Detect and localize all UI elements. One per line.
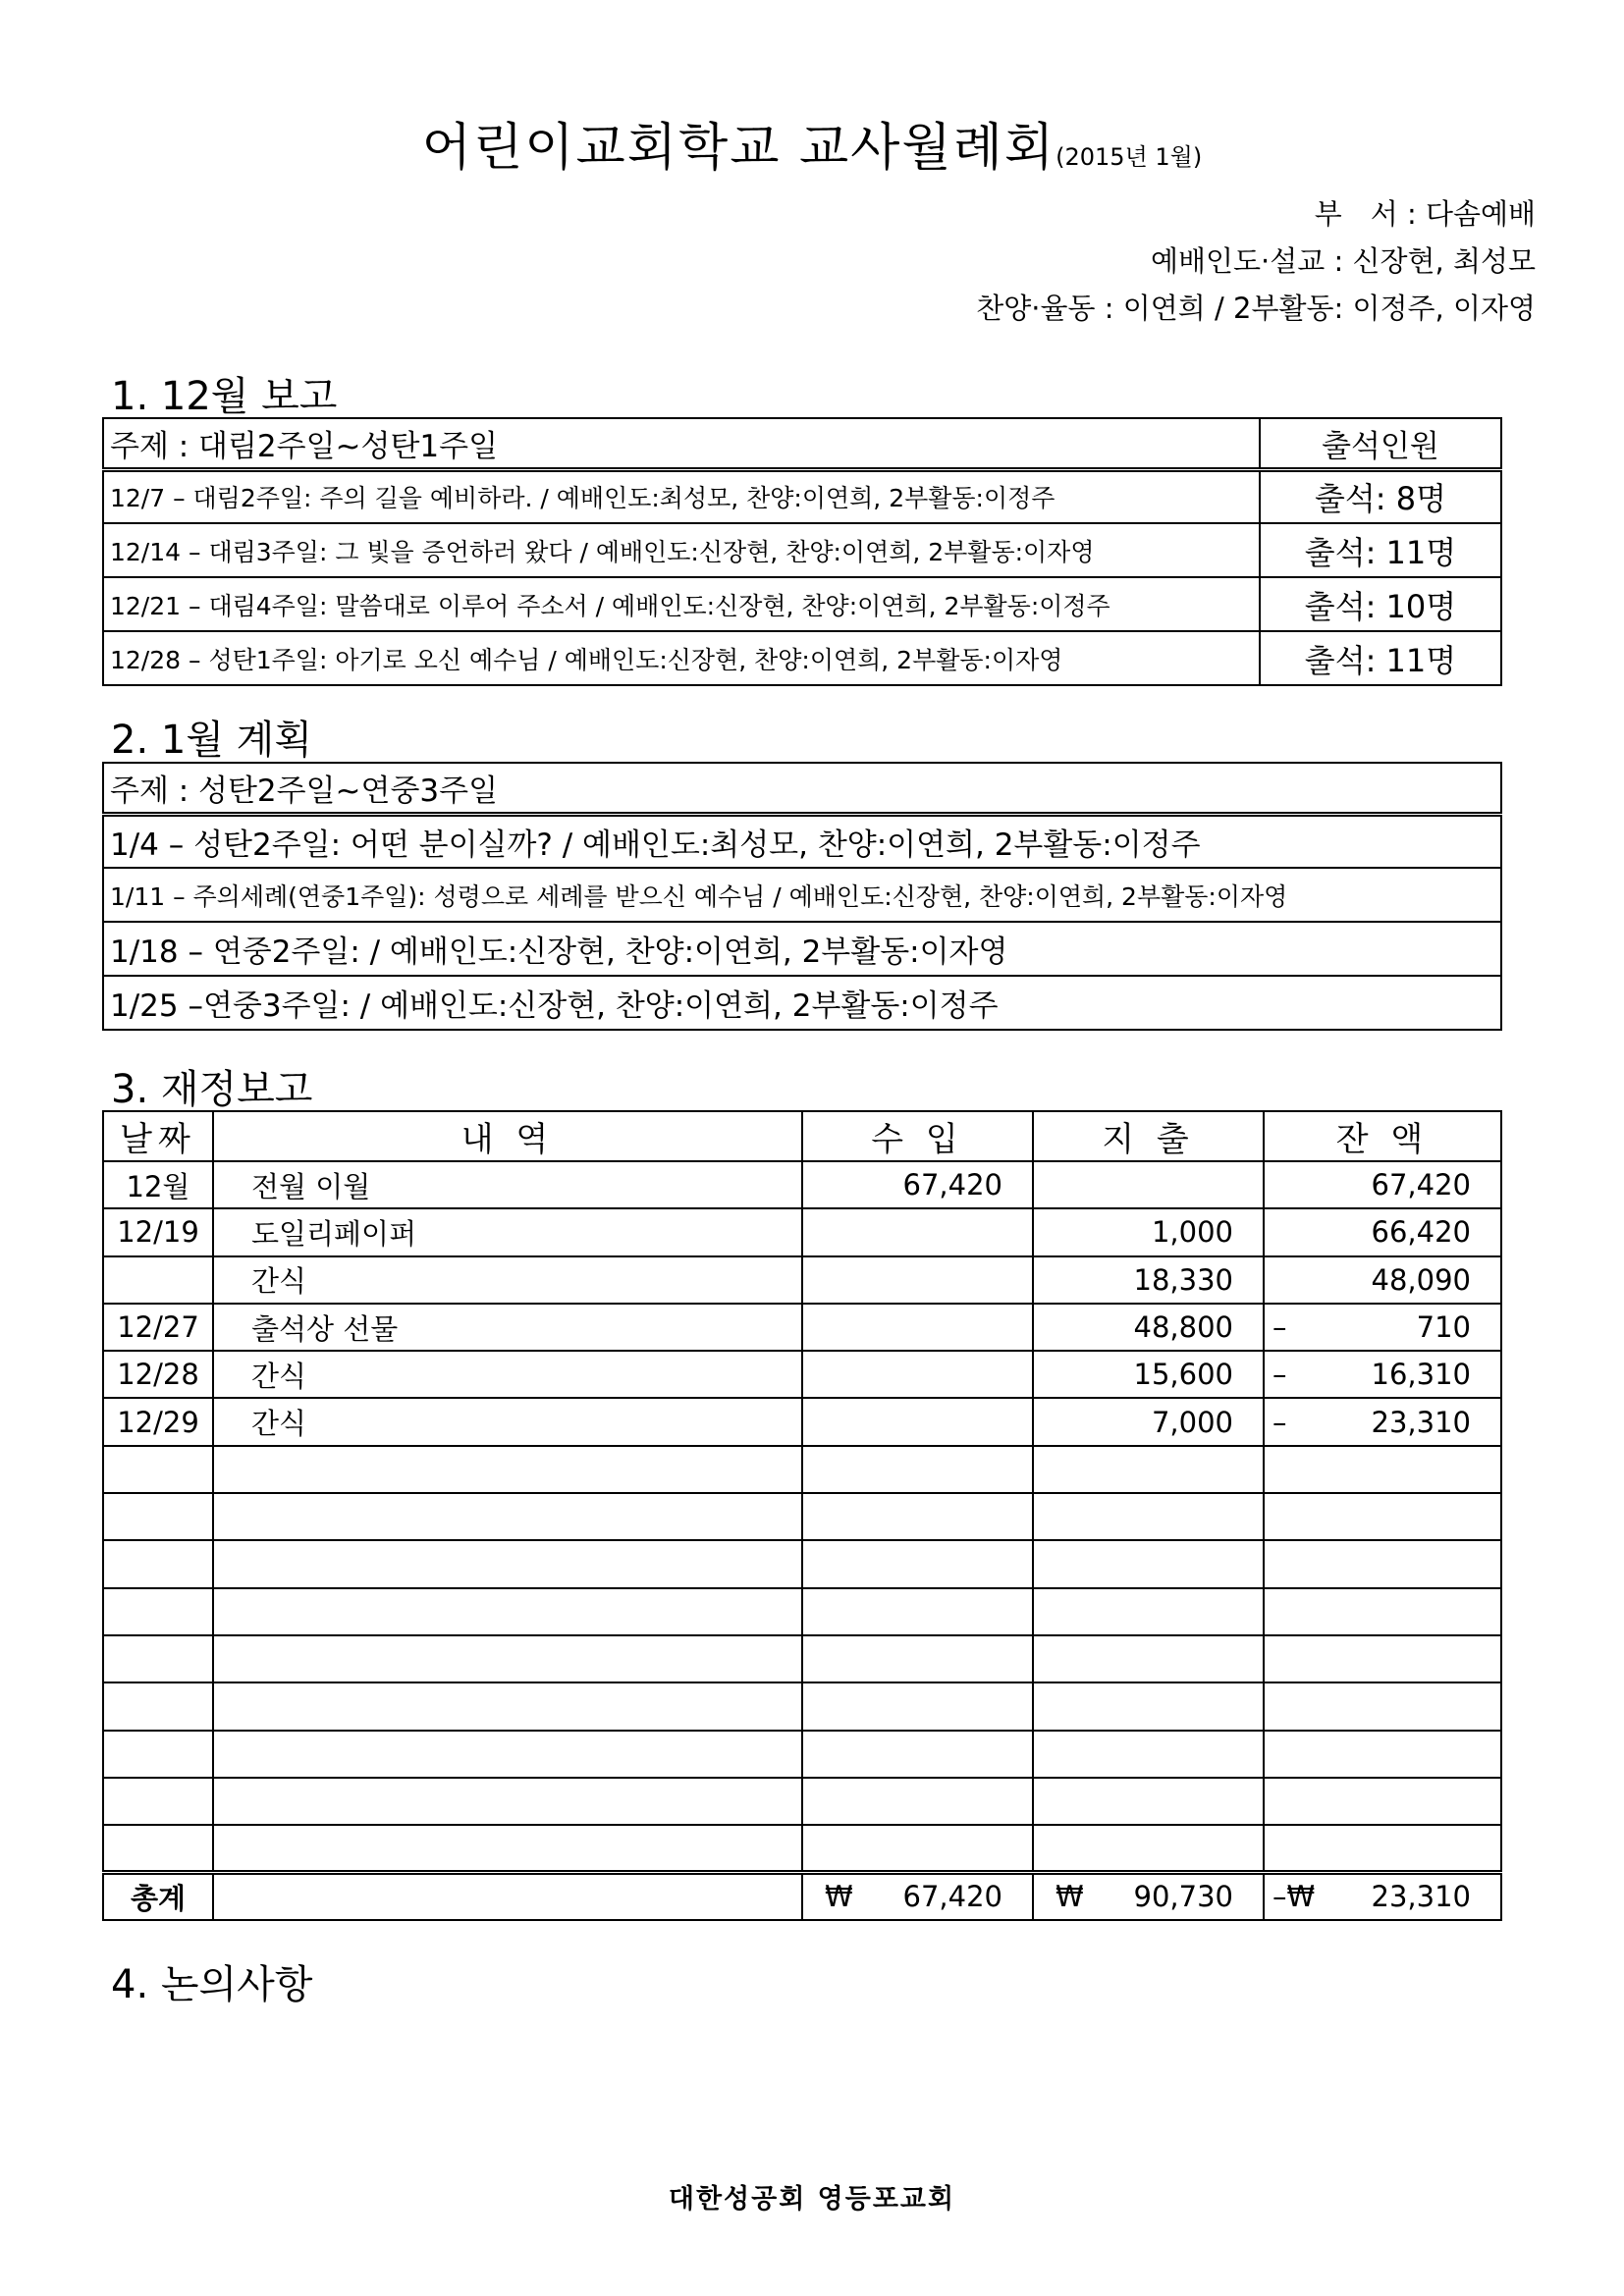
finance-date-cell xyxy=(103,1446,213,1493)
finance-expense-cell: 15,600 xyxy=(1033,1351,1264,1398)
finance-income-cell xyxy=(802,1398,1033,1445)
finance-desc-cell xyxy=(213,1588,802,1635)
finance-desc-cell xyxy=(213,1682,802,1730)
col-header-expense: 지 출 xyxy=(1033,1111,1264,1161)
december-report-table xyxy=(102,417,1502,686)
finance-expense-cell xyxy=(1033,1825,1264,1872)
document-title-row xyxy=(0,106,1624,180)
negative-sign: – xyxy=(1272,1405,1287,1439)
total-balance-value: 23,310 xyxy=(1371,1880,1471,1914)
finance-expense-cell xyxy=(1033,1493,1264,1540)
finance-row xyxy=(103,1161,1501,1208)
finance-balance-cell xyxy=(1264,1635,1501,1682)
report-row-text: 12/14 – 대림3주일: 그 빛을 증언하러 왔다 / 예배인도:신장현, 찬양:이연희, 2부활동:이자영 xyxy=(103,523,1260,577)
plan-row xyxy=(103,868,1501,922)
finance-total-row xyxy=(103,1872,1501,1919)
finance-income-cell xyxy=(802,1635,1033,1682)
plan-row-text: 1/18 – 연중2주일: / 예배인도:신장현, 찬양:이연희, 2부활동:이자영 xyxy=(103,922,1501,976)
finance-income-cell xyxy=(802,1825,1033,1872)
finance-desc-cell xyxy=(213,1493,802,1540)
finance-balance-cell xyxy=(1264,1208,1501,1255)
finance-desc-cell xyxy=(213,1825,802,1872)
balance-value: 67,420 xyxy=(1371,1168,1471,1202)
finance-income-cell xyxy=(802,1304,1033,1351)
finance-expense-cell xyxy=(1033,1588,1264,1635)
total-income xyxy=(802,1872,1033,1919)
plan-header-row xyxy=(103,763,1501,814)
plan-row xyxy=(103,814,1501,868)
finance-balance-cell xyxy=(1264,1304,1501,1351)
report-row-text: 12/7 – 대림2주일: 주의 길을 예비하라. / 예배인도:최성모, 찬양:이연희, 2부활동:이정주 xyxy=(103,469,1260,523)
report-row xyxy=(103,577,1501,631)
report-theme: 주제 : 대림2주일~성탄1주일 xyxy=(103,418,1260,469)
finance-expense-cell: 7,000 xyxy=(1033,1398,1264,1445)
finance-income-cell xyxy=(802,1493,1033,1540)
finance-income-cell xyxy=(802,1256,1033,1304)
total-label: 총계 xyxy=(103,1872,213,1919)
finance-balance-cell xyxy=(1264,1398,1501,1445)
finance-expense-cell xyxy=(1033,1540,1264,1587)
church-footer: 대한성공회 영등포교회 xyxy=(668,2184,956,2215)
finance-expense-cell: 18,330 xyxy=(1033,1256,1264,1304)
finance-row xyxy=(103,1731,1501,1778)
finance-date-cell: 12월 xyxy=(103,1161,213,1208)
finance-desc-cell: 간식 xyxy=(213,1256,802,1304)
document-title: 어린이교회학교 교사월례회 xyxy=(421,119,1056,178)
negative-sign: – xyxy=(1272,1310,1287,1345)
total-balance-prefix: –₩ xyxy=(1272,1880,1316,1914)
finance-income-cell xyxy=(802,1778,1033,1825)
finance-income-cell xyxy=(802,1540,1033,1587)
col-header-income: 수 입 xyxy=(802,1111,1033,1161)
finance-balance-cell xyxy=(1264,1682,1501,1730)
department-info: 부 서 : 다솜예배 xyxy=(1314,197,1536,231)
finance-desc-cell: 도일리페이퍼 xyxy=(213,1208,802,1255)
report-header-row xyxy=(103,418,1501,469)
january-plan-table xyxy=(102,762,1502,1031)
total-expense-value: 90,730 xyxy=(1133,1880,1233,1914)
total-expense xyxy=(1033,1872,1264,1919)
finance-expense-cell xyxy=(1033,1446,1264,1493)
report-row-attendance: 출석: 8명 xyxy=(1260,469,1501,523)
finance-date-cell: 12/27 xyxy=(103,1304,213,1351)
finance-desc-cell xyxy=(213,1540,802,1587)
finance-income-cell xyxy=(802,1731,1033,1778)
finance-date-cell xyxy=(103,1540,213,1587)
finance-balance-cell xyxy=(1264,1731,1501,1778)
balance-value: 48,090 xyxy=(1371,1262,1471,1297)
col-header-balance: 잔 액 xyxy=(1264,1111,1501,1161)
finance-row xyxy=(103,1778,1501,1825)
balance-value: 16,310 xyxy=(1371,1358,1471,1392)
attendance-header: 출석인원 xyxy=(1260,418,1501,469)
finance-balance-cell xyxy=(1264,1825,1501,1872)
plan-row-text: 1/4 – 성탄2주일: 어떤 분이실까? / 예배인도:최성모, 찬양:이연희, 2부활동:이정주 xyxy=(103,814,1501,868)
finance-desc-cell: 간식 xyxy=(213,1398,802,1445)
finance-date-cell: 12/29 xyxy=(103,1398,213,1445)
col-header-desc: 내 역 xyxy=(213,1111,802,1161)
finance-desc-cell xyxy=(213,1731,802,1778)
section1-heading: 1. 12월 보고 xyxy=(111,374,338,419)
finance-balance-cell xyxy=(1264,1493,1501,1540)
finance-date-cell xyxy=(103,1635,213,1682)
report-row xyxy=(103,469,1501,523)
report-row xyxy=(103,631,1501,685)
report-row-attendance: 출석: 11명 xyxy=(1260,523,1501,577)
finance-balance-cell xyxy=(1264,1161,1501,1208)
finance-desc-cell: 간식 xyxy=(213,1351,802,1398)
finance-balance-cell xyxy=(1264,1351,1501,1398)
report-row-attendance: 출석: 10명 xyxy=(1260,577,1501,631)
finance-row xyxy=(103,1304,1501,1351)
finance-row xyxy=(103,1825,1501,1872)
finance-date-cell xyxy=(103,1825,213,1872)
finance-date-cell: 12/28 xyxy=(103,1351,213,1398)
finance-date-cell xyxy=(103,1682,213,1730)
finance-header-row xyxy=(103,1111,1501,1161)
won-symbol: ₩ xyxy=(825,1880,853,1914)
total-income-value: 67,420 xyxy=(902,1880,1002,1914)
balance-value: 710 xyxy=(1416,1310,1471,1345)
total-balance xyxy=(1264,1872,1501,1919)
section2-heading: 2. 1월 계획 xyxy=(111,718,312,763)
finance-row xyxy=(103,1682,1501,1730)
report-row-text: 12/28 – 성탄1주일: 아기로 오신 예수님 / 예배인도:신장현, 찬양:이연희, 2부활동:이자영 xyxy=(103,631,1260,685)
finance-desc-cell: 전월 이월 xyxy=(213,1161,802,1208)
finance-row xyxy=(103,1446,1501,1493)
balance-value: 23,310 xyxy=(1371,1405,1471,1439)
plan-row-text: 1/11 – 주의세례(연중1주일): 성령으로 세례를 받으신 예수님 / 예배인도:신장현, 찬양:이연희, 2부활동:이자영 xyxy=(103,868,1501,922)
finance-desc-cell: 출석상 선물 xyxy=(213,1304,802,1351)
finance-expense-cell xyxy=(1033,1161,1264,1208)
finance-date-cell xyxy=(103,1778,213,1825)
finance-row xyxy=(103,1208,1501,1255)
leaders-info: 예배인도·설교 : 신장현, 최성모 xyxy=(1150,244,1536,278)
finance-balance-cell xyxy=(1264,1446,1501,1493)
finance-body xyxy=(103,1161,1501,1872)
finance-income-cell xyxy=(802,1351,1033,1398)
finance-row xyxy=(103,1635,1501,1682)
finance-balance-cell xyxy=(1264,1540,1501,1587)
finance-expense-cell xyxy=(1033,1682,1264,1730)
finance-expense-cell: 48,800 xyxy=(1033,1304,1264,1351)
plan-row xyxy=(103,976,1501,1030)
plan-row-text: 1/25 –연중3주일: / 예배인도:신장현, 찬양:이연희, 2부활동:이정주 xyxy=(103,976,1501,1030)
finance-date-cell xyxy=(103,1731,213,1778)
plan-theme: 주제 : 성탄2주일~연중3주일 xyxy=(103,763,1501,814)
finance-row xyxy=(103,1588,1501,1635)
section4-heading: 4. 논의사항 xyxy=(111,1962,313,2007)
finance-desc-cell xyxy=(213,1778,802,1825)
finance-date-cell xyxy=(103,1493,213,1540)
finance-income-cell xyxy=(802,1588,1033,1635)
finance-expense-cell xyxy=(1033,1778,1264,1825)
finance-expense-cell xyxy=(1033,1731,1264,1778)
finance-row xyxy=(103,1493,1501,1540)
finance-date-cell xyxy=(103,1588,213,1635)
balance-value: 66,420 xyxy=(1371,1215,1471,1250)
finance-income-cell xyxy=(802,1446,1033,1493)
finance-balance-cell xyxy=(1264,1778,1501,1825)
report-row-attendance: 출석: 11명 xyxy=(1260,631,1501,685)
col-header-date: 날짜 xyxy=(103,1111,213,1161)
finance-balance-cell xyxy=(1264,1588,1501,1635)
report-row-text: 12/21 – 대림4주일: 말씀대로 이루어 주소서 / 예배인도:신장현, 찬양:이연희, 2부활동:이정주 xyxy=(103,577,1260,631)
finance-income-cell xyxy=(802,1208,1033,1255)
finance-income-cell: 67,420 xyxy=(802,1161,1033,1208)
finance-expense-cell xyxy=(1033,1635,1264,1682)
finance-balance-cell xyxy=(1264,1256,1501,1304)
finance-row xyxy=(103,1398,1501,1445)
report-row xyxy=(103,523,1501,577)
plan-row xyxy=(103,922,1501,976)
section3-heading: 3. 재정보고 xyxy=(111,1067,313,1112)
document-subtitle: (2015년 1월) xyxy=(1056,143,1203,171)
finance-date-cell xyxy=(103,1256,213,1304)
finance-desc-cell xyxy=(213,1635,802,1682)
finance-row xyxy=(103,1540,1501,1587)
finance-table xyxy=(102,1110,1502,1921)
finance-desc-cell xyxy=(213,1446,802,1493)
negative-sign: – xyxy=(1272,1358,1287,1392)
music-info: 찬양·율동 : 이연희 / 2부활동: 이정주, 이자영 xyxy=(976,292,1536,325)
total-desc-cell xyxy=(213,1872,802,1919)
finance-row xyxy=(103,1256,1501,1304)
finance-expense-cell: 1,000 xyxy=(1033,1208,1264,1255)
finance-date-cell: 12/19 xyxy=(103,1208,213,1255)
won-symbol: ₩ xyxy=(1056,1880,1084,1914)
finance-income-cell xyxy=(802,1682,1033,1730)
finance-row xyxy=(103,1351,1501,1398)
